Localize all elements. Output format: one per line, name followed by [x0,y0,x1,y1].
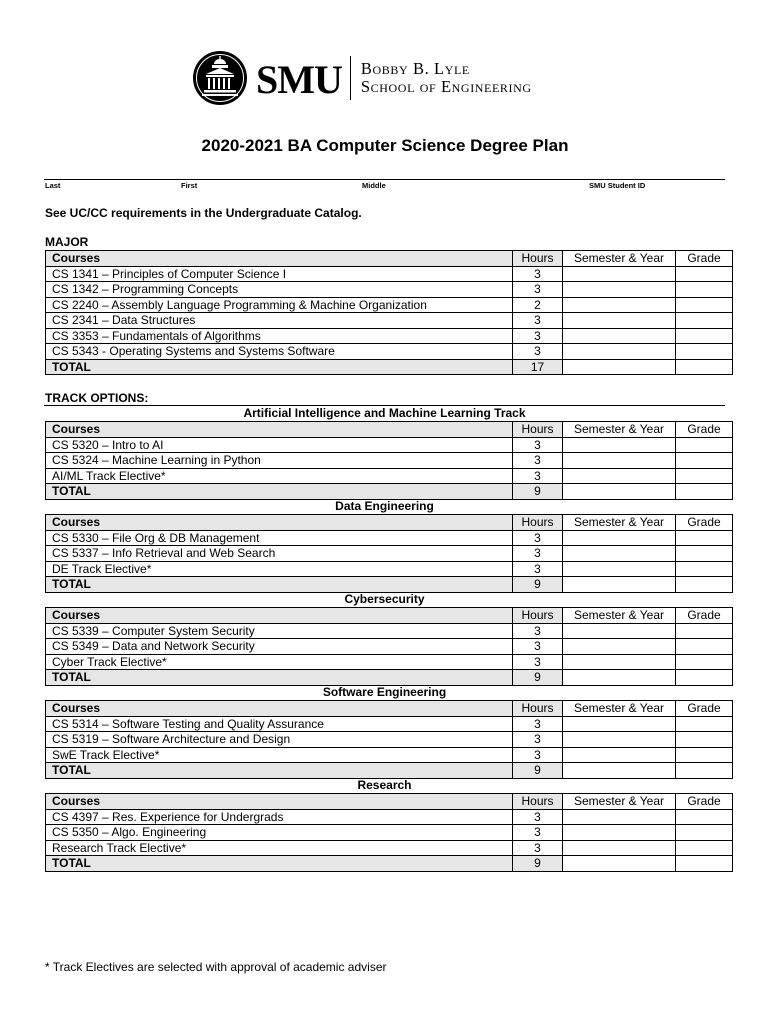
total-label: TOTAL [46,670,513,686]
course-cell: CS 5337 – Info Retrieval and Web Search [46,546,513,562]
courses-header: Courses [46,794,513,810]
course-cell: CS 2240 – Assembly Language Programming & Machine Organization [46,297,513,313]
semester-header: Semester & Year [563,794,676,810]
semester-cell[interactable] [563,561,676,577]
hours-cell: 2 [513,297,563,313]
hours-cell: 3 [513,716,563,732]
grade-cell[interactable] [676,468,733,484]
grade-cell[interactable] [676,546,733,562]
total-hours: 9 [513,577,563,593]
hours-cell: 3 [513,747,563,763]
courses-header: Courses [46,608,513,624]
catalog-note: See UC/CC requirements in the Undergraduate Catalog. [45,206,362,220]
hours-header: Hours [513,251,563,267]
track-table [45,514,733,593]
table-row [46,654,733,670]
semester-cell[interactable] [563,716,676,732]
courses-header: Courses [46,251,513,267]
semester-cell[interactable] [563,437,676,453]
track-table [45,607,733,686]
track-table [45,421,733,500]
grade-cell[interactable] [676,453,733,469]
total-label: TOTAL [46,763,513,779]
grade-cell[interactable] [676,484,733,500]
total-hours: 9 [513,763,563,779]
total-hours: 17 [513,359,563,375]
hours-cell: 3 [513,732,563,748]
hours-cell: 3 [513,840,563,856]
grade-cell[interactable] [676,840,733,856]
hours-cell: 3 [513,313,563,329]
page-title: 2020-2021 BA Computer Science Degree Plan [201,136,569,155]
hours-cell: 3 [513,453,563,469]
table-row [46,297,733,313]
track-title: Artificial Intelligence and Machine Learning Track [243,406,526,420]
course-cell: CS 3353 – Fundamentals of Algorithms [46,328,513,344]
grade-cell[interactable] [676,654,733,670]
total-hours: 9 [513,856,563,872]
semester-header: Semester & Year [563,251,676,267]
hours-cell: 3 [513,654,563,670]
table-row [46,716,733,732]
semester-cell[interactable] [563,623,676,639]
table-row [46,328,733,344]
semester-cell[interactable] [563,639,676,655]
major-label: MAJOR [45,235,89,249]
semester-cell[interactable] [563,282,676,298]
school-name [361,60,532,96]
table-row [46,747,733,763]
hours-cell: 3 [513,344,563,360]
grade-cell[interactable] [676,561,733,577]
table-row [46,561,733,577]
table-header-row [46,422,733,438]
semester-cell[interactable] [563,732,676,748]
table-row [46,639,733,655]
table-header-row [46,608,733,624]
grade-cell[interactable] [676,282,733,298]
track-options-label: TRACK OPTIONS: [45,391,149,405]
hours-cell: 3 [513,437,563,453]
grade-cell[interactable] [676,763,733,779]
hours-cell: 3 [513,809,563,825]
table-row [46,453,733,469]
grade-header: Grade [676,794,733,810]
grade-cell[interactable] [676,856,733,872]
dallas-hall-seal-icon [192,50,248,106]
table-row [46,313,733,329]
grade-cell[interactable] [676,359,733,375]
hours-header: Hours [513,422,563,438]
course-cell: CS 4397 – Res. Experience for Undergrads [46,809,513,825]
semester-cell[interactable] [563,670,676,686]
total-row [46,484,733,500]
table-row [46,344,733,360]
grade-header: Grade [676,251,733,267]
hours-cell: 3 [513,546,563,562]
hours-header: Hours [513,608,563,624]
table-header-row [46,251,733,267]
semester-cell[interactable] [563,484,676,500]
hours-cell: 3 [513,561,563,577]
semester-cell[interactable] [563,313,676,329]
track-title: Software Engineering [322,685,447,699]
semester-header: Semester & Year [563,701,676,717]
semester-cell[interactable] [563,297,676,313]
footnote: * Track Electives are selected with approval of academic adviser [45,960,387,974]
total-row [46,577,733,593]
total-label: TOTAL [46,577,513,593]
table-row [46,437,733,453]
course-cell: CS 5319 – Software Architecture and Design [46,732,513,748]
track-table [45,700,733,779]
course-cell: SwE Track Elective* [46,747,513,763]
course-cell: Cyber Track Elective* [46,654,513,670]
grade-header: Grade [676,608,733,624]
track-title: Research [357,778,412,792]
total-label: TOTAL [46,359,513,375]
table-row [46,825,733,841]
course-cell: CS 5330 – File Org & DB Management [46,530,513,546]
name-signature-line [44,179,725,180]
grade-cell[interactable] [676,716,733,732]
semester-cell[interactable] [563,654,676,670]
courses-header: Courses [46,515,513,531]
grade-cell[interactable] [676,623,733,639]
course-cell: CS 5324 – Machine Learning in Python [46,453,513,469]
semester-cell[interactable] [563,763,676,779]
course-cell: CS 5343 - Operating Systems and Systems Software [46,344,513,360]
semester-cell[interactable] [563,359,676,375]
hours-cell: 3 [513,639,563,655]
course-cell: CS 5349 – Data and Network Security [46,639,513,655]
grade-header: Grade [676,515,733,531]
total-row [46,670,733,686]
grade-cell[interactable] [676,530,733,546]
grade-header: Grade [676,701,733,717]
course-cell: AI/ML Track Elective* [46,468,513,484]
courses-header: Courses [46,422,513,438]
total-hours: 9 [513,484,563,500]
track-title: Cybersecurity [344,592,425,606]
middle-name-label: Middle [362,181,386,190]
grade-cell[interactable] [676,313,733,329]
grade-cell[interactable] [676,809,733,825]
hours-header: Hours [513,701,563,717]
course-cell: CS 1342 – Programming Concepts [46,282,513,298]
total-hours: 9 [513,670,563,686]
semester-cell[interactable] [563,468,676,484]
track-table [45,793,733,872]
courses-header: Courses [46,701,513,717]
hours-header: Hours [513,794,563,810]
smu-wordmark: SMU [256,57,342,102]
table-header-row [46,515,733,531]
course-cell: CS 5320 – Intro to AI [46,437,513,453]
table-row [46,546,733,562]
grade-cell[interactable] [676,732,733,748]
total-row [46,359,733,375]
grade-cell[interactable] [676,328,733,344]
grade-cell[interactable] [676,825,733,841]
table-header-row [46,794,733,810]
table-row [46,840,733,856]
grade-cell[interactable] [676,344,733,360]
course-cell: CS 5350 – Algo. Engineering [46,825,513,841]
total-row [46,856,733,872]
table-row [46,468,733,484]
grade-cell[interactable] [676,639,733,655]
table-row [46,623,733,639]
total-label: TOTAL [46,856,513,872]
semester-cell[interactable] [563,266,676,282]
course-cell: CS 5314 – Software Testing and Quality Assurance [46,716,513,732]
hours-header: Hours [513,515,563,531]
total-label: TOTAL [46,484,513,500]
hours-cell: 3 [513,328,563,344]
table-row [46,266,733,282]
school-name-line2: School of Engineering [360,77,532,96]
total-row [46,763,733,779]
semester-header: Semester & Year [563,608,676,624]
grade-header: Grade [676,422,733,438]
grade-cell[interactable] [676,437,733,453]
semester-cell[interactable] [563,809,676,825]
table-row [46,282,733,298]
table-row [46,530,733,546]
hours-cell: 3 [513,825,563,841]
hours-cell: 3 [513,266,563,282]
grade-cell[interactable] [676,577,733,593]
semester-header: Semester & Year [563,422,676,438]
hours-cell: 3 [513,282,563,298]
semester-cell[interactable] [563,577,676,593]
first-name-label: First [181,181,198,190]
semester-cell[interactable] [563,825,676,841]
table-header-row [46,701,733,717]
smu-logo [192,49,532,107]
semester-cell[interactable] [563,328,676,344]
school-name-line1: Bobby B. Lyle [360,59,470,78]
student-id-label: SMU Student ID [589,181,646,190]
semester-cell[interactable] [563,856,676,872]
semester-cell[interactable] [563,546,676,562]
major-table [45,250,733,375]
hours-cell: 3 [513,623,563,639]
semester-cell[interactable] [563,747,676,763]
semester-cell[interactable] [563,840,676,856]
last-name-label: Last [45,181,61,190]
grade-cell[interactable] [676,266,733,282]
course-cell: CS 2341 – Data Structures [46,313,513,329]
semester-header: Semester & Year [563,515,676,531]
hours-cell: 3 [513,530,563,546]
table-row [46,732,733,748]
grade-cell[interactable] [676,747,733,763]
logo-divider [350,56,351,100]
grade-cell[interactable] [676,297,733,313]
semester-cell[interactable] [563,344,676,360]
track-title: Data Engineering [335,499,434,513]
course-cell: Research Track Elective* [46,840,513,856]
semester-cell[interactable] [563,453,676,469]
semester-cell[interactable] [563,530,676,546]
course-cell: DE Track Elective* [46,561,513,577]
hours-cell: 3 [513,468,563,484]
table-row [46,809,733,825]
course-cell: CS 5339 – Computer System Security [46,623,513,639]
course-cell: CS 1341 – Principles of Computer Science I [46,266,513,282]
grade-cell[interactable] [676,670,733,686]
